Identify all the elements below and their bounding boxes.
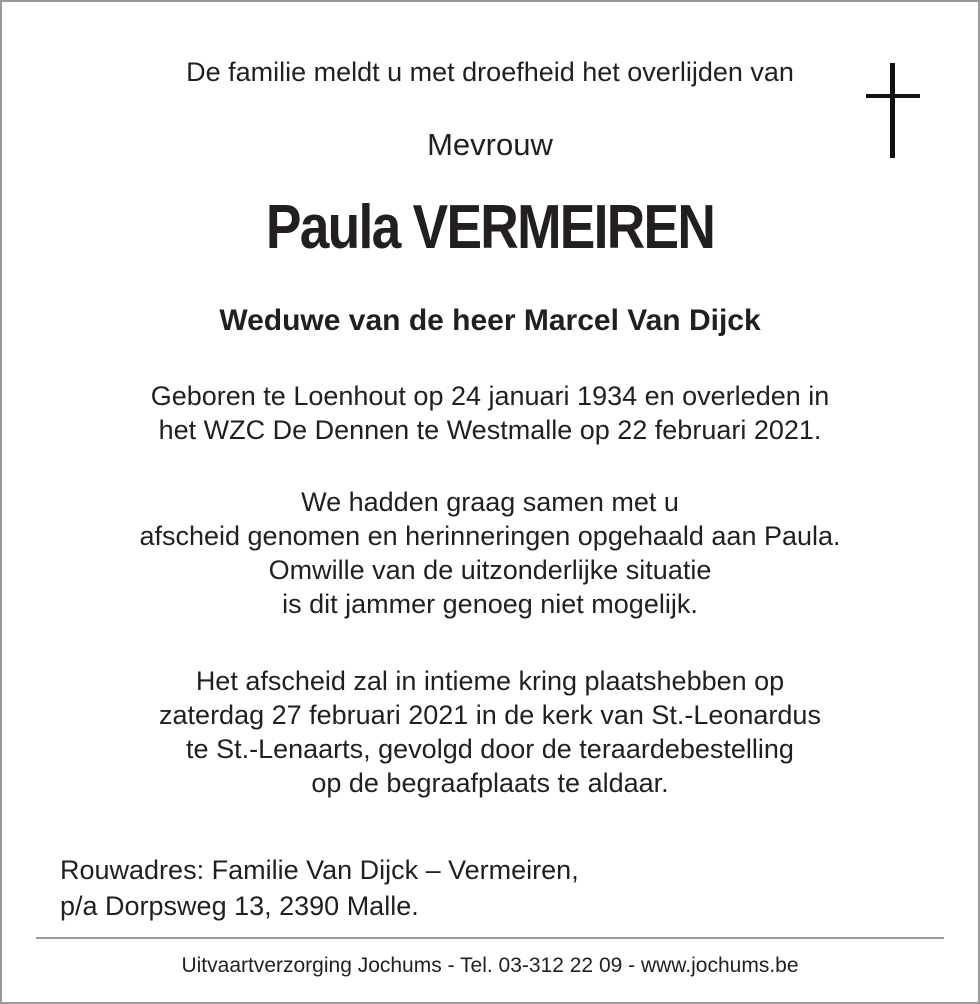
farewell-paragraph (0, 485, 980, 621)
paragraph-line: Omwille van de uitzonderlijke situatie (268, 555, 712, 585)
address-line: Rouwadres: Familie Van Dijck – Vermeiren, (60, 855, 579, 885)
paragraph-line: het WZC De Dennen te Westmalle op 22 februari 2021. (158, 415, 822, 445)
mourning-address (60, 852, 579, 924)
paragraph-line: zaterdag 27 februari 2021 in de kerk van St.-Leonardus (159, 700, 821, 730)
paragraph-line: Geboren te Loenhout op 24 januari 1934 en overleden in (150, 381, 830, 411)
ceremony-paragraph (0, 664, 980, 800)
deceased-name: Paula VERMEIREN (265, 193, 715, 262)
funeral-home-footer: Uitvaartverzorging Jochums - Tel. 03-312 22 09 - www.jochums.be (181, 954, 799, 977)
paragraph-line: afscheid genomen en herinneringen opgehaald aan Paula. (139, 521, 841, 551)
paragraph-line: We hadden graag samen met u (301, 487, 679, 517)
paragraph-line: Het afscheid zal in intieme kring plaatshebben op (195, 666, 785, 696)
paragraph-line: te St.-Lenaarts, gevolgd door de teraardebestelling (186, 734, 794, 764)
honorific: Mevrouw (427, 127, 553, 162)
divider (36, 937, 944, 939)
address-line: p/a Dorpsweg 13, 2390 Malle. (60, 891, 419, 921)
paragraph-line: is dit jammer genoeg niet mogelijk. (282, 589, 698, 619)
spouse-line: Weduwe van de heer Marcel Van Dijck (219, 304, 761, 337)
birth-death-paragraph (0, 379, 980, 447)
paragraph-line: op de begraafplaats te aldaar. (311, 768, 669, 798)
intro-text: De familie meldt u met droefheid het overlijden van (186, 57, 794, 87)
